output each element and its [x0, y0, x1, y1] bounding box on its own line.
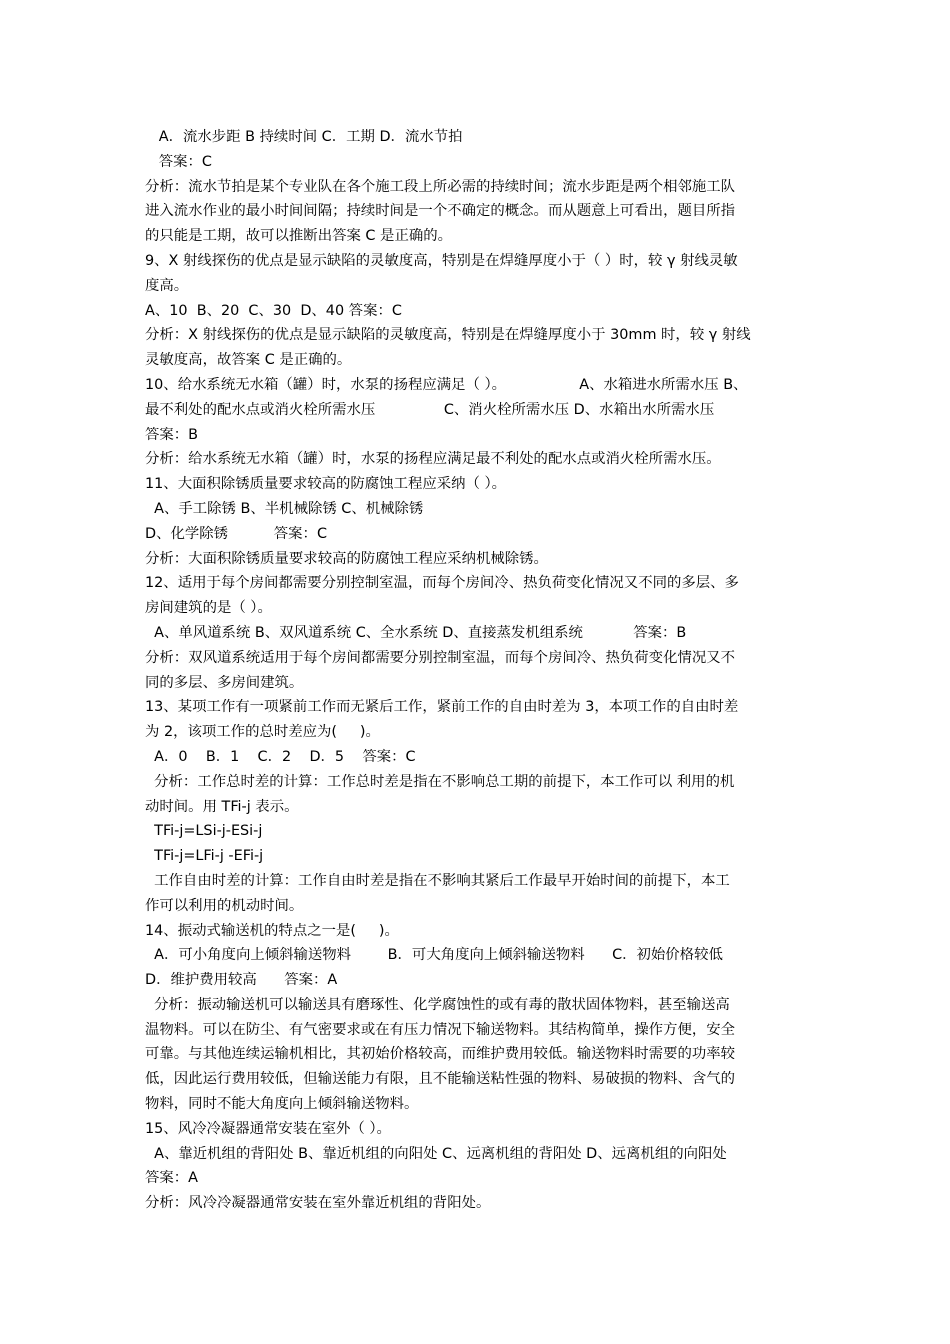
text-line: D、化学除锈 答案：C	[145, 525, 327, 542]
text-line: 进入流水作业的最小时间间隔；持续时间是一个不确定的概念。而从题意上可看出，题目所指	[145, 203, 736, 220]
text-line: 9、X 射线探伤的优点是显示缺陷的灵敏度高，特别是在焊缝厚度小于（ ）时，较 γ 射线灵敏	[145, 252, 738, 269]
text-line: D．维护费用较高 答案：A	[145, 972, 338, 989]
text-line: A、靠近机组的背阳处 B、靠近机组的向阳处 C、远离机组的背阳处 D、远离机组的向阳处	[145, 1145, 727, 1162]
text-line: 14、振动式输送机的特点之一是( )。	[145, 922, 399, 939]
text-line: A、手工除锈 B、半机械除锈 C、机械除锈	[145, 500, 424, 517]
text-line: 分析：工作总时差的计算：工作总时差是指在不影响总工期的前提下，本工作可以 利用的机	[145, 773, 735, 790]
text-line: 10、给水系统无水箱（罐）时，水泵的扬程应满足（ ）。 A、水箱进水所需水压 B、	[145, 376, 748, 393]
text-line: 分析：大面积除锈质量要求较高的防腐蚀工程应采纳机械除锈。	[145, 550, 548, 567]
text-line: TFi-j=LSi-j-ESi-j	[145, 823, 263, 840]
text-line: 最不利处的配水点或消火栓所需水压 C、消火栓所需水压 D、水箱出水所需水压	[145, 401, 715, 418]
text-line: 房间建筑的是（ ）。	[145, 600, 272, 617]
text-line: 可靠。与其他连续运输机相比，其初始价格较高，而维护费用较低。输送物料时需要的功率较	[145, 1046, 736, 1063]
text-line: 的只能是工期，故可以推断出答案 C 是正确的。	[145, 228, 453, 245]
text-line: 分析：风冷冷凝器通常安装在室外靠近机组的背阳处。	[145, 1195, 491, 1212]
text-line: 答案：A	[145, 1170, 199, 1187]
text-line: 度高。	[145, 277, 189, 294]
text-line: 分析：振动输送机可以输送具有磨琢性、化学腐蚀性的或有毒的散状固体物料，甚至输送高	[145, 996, 730, 1013]
text-line: A．可小角度向上倾斜输送物料 B．可大角度向上倾斜输送物料 C．初始价格较低	[145, 947, 723, 964]
text-line: A．0 B．1 C．2 D．5 答案：C	[145, 748, 416, 765]
text-line: 答案：B	[145, 426, 199, 443]
text-line: 同的多层、多房间建筑。	[145, 674, 304, 691]
text-line: 低，因此运行费用较低，但输送能力有限，且不能输送粘性强的物料、易破损的物料、含气的	[145, 1071, 736, 1088]
document-body	[145, 125, 810, 1216]
text-line: 物料，同时不能大角度向上倾斜输送物料。	[145, 1096, 419, 1113]
text-line: 作可以利用的机动时间。	[145, 897, 304, 914]
text-line: 工作自由时差的计算：工作自由时差是指在不影响其紧后工作最早开始时间的前提下，本工	[145, 872, 730, 889]
text-line: 为 2，该项工作的总时差应为( )。	[145, 724, 380, 741]
text-line: 分析：流水节拍是某个专业队在各个施工段上所必需的持续时间；流水步距是两个相邻施工队	[145, 178, 736, 195]
text-line: 动时间。用 TFi-j 表示。	[145, 798, 299, 815]
text-line: 11、大面积除锈质量要求较高的防腐蚀工程应采纳（ ）。	[145, 476, 507, 493]
text-line: A、单风道系统 B、双风道系统 C、全水系统 D、直接蒸发机组系统 答案：B	[145, 624, 687, 641]
text-line: 分析：X 射线探伤的优点是显示缺陷的灵敏度高，特别是在焊缝厚度小于 30mm 时，较 γ 射线	[145, 327, 751, 344]
text-line: 分析：给水系统无水箱（罐）时，水泵的扬程应满足最不利处的配水点或消火栓所需水压。	[145, 451, 721, 468]
text-line: A、10 B、20 C、30 D、40 答案：C	[145, 302, 402, 319]
text-line: 答案：C	[145, 153, 212, 170]
text-line: 12、适用于每个房间都需要分别控制室温，而每个房间冷、热负荷变化情况又不同的多层、多	[145, 575, 739, 592]
text-line: 15、风冷冷凝器通常安装在室外（ ）。	[145, 1120, 391, 1137]
text-line: 温物料。可以在防尘、有气密要求或在有压力情况下输送物料。其结构简单，操作方便，安全	[145, 1021, 736, 1038]
text-line: A．流水步距 B 持续时间 C．工期 D．流水节拍	[145, 129, 463, 145]
text-line: 灵敏度高，故答案 C 是正确的。	[145, 352, 352, 369]
text-line: 13、某项工作有一项紧前工作而无紧后工作，紧前工作的自由时差为 3，本项工作的自由时差	[145, 699, 739, 716]
text-line: 分析：双风道系统适用于每个房间都需要分别控制室温，而每个房间冷、热负荷变化情况又不	[145, 649, 736, 666]
text-line: TFi-j=LFi-j -EFi-j	[145, 848, 264, 865]
